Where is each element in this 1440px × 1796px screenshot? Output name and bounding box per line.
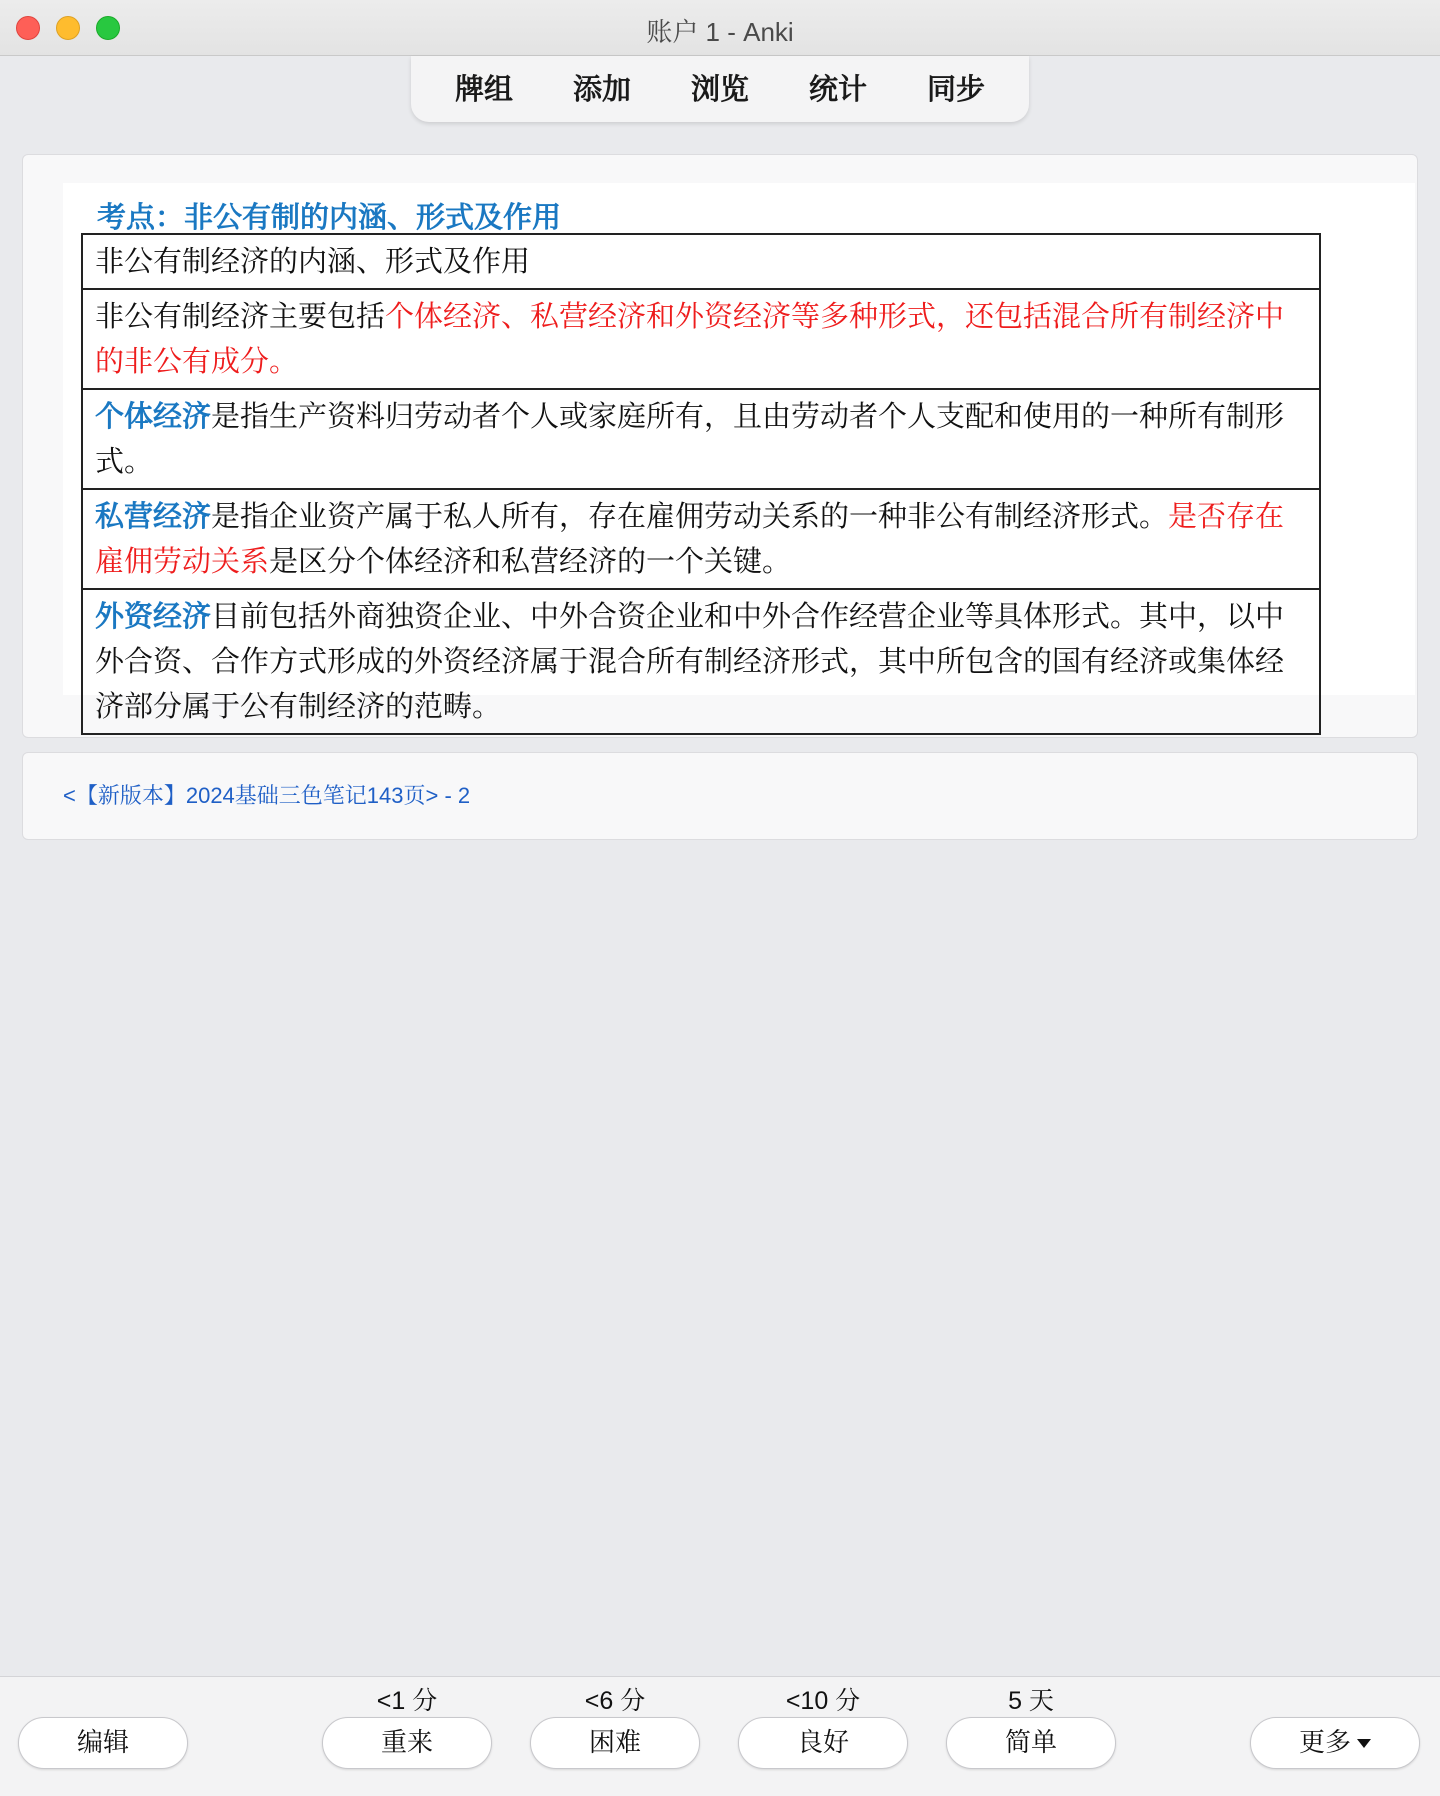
card-table-row xyxy=(82,489,1320,589)
body-text: 是区分个体经济和私营经济的一个关键。 xyxy=(269,544,792,578)
reference-panel xyxy=(22,752,1418,840)
card-table-row xyxy=(82,589,1320,734)
card-image xyxy=(63,183,1415,723)
card-table-cell xyxy=(82,389,1320,489)
easy-button[interactable]: 简单 xyxy=(946,1717,1116,1769)
body-text: 非公有制经济的内涵、形式及作用 xyxy=(95,244,531,278)
easy-interval: 5 天 xyxy=(1008,1687,1054,1715)
source-reference[interactable]: <【新版本】2024基础三色笔记143页> - 2 xyxy=(63,783,471,808)
again-interval: <1 分 xyxy=(376,1687,438,1715)
card-table-cell xyxy=(82,589,1320,734)
card-table xyxy=(81,233,1321,735)
body-text: 非公有制经济主要包括 xyxy=(95,299,386,333)
card-heading: 考点：非公有制的内涵、形式及作用 xyxy=(97,200,562,234)
good-interval: <10 分 xyxy=(785,1687,861,1715)
body-text: 目前包括外商独资企业、中外合资企业和中外合作经营企业等具体形式。其中，以中外合资、合作方式形成的外资经济属于混合所有制经济形式，其中所包含的国有经济或集体经济部分属于公有制经济的范畴。 xyxy=(95,599,1285,723)
body-text: 是指企业资产属于私人所有，存在雇佣劳动关系的一种非公有制经济形式。 xyxy=(211,499,1169,533)
main-toolbar xyxy=(411,56,1029,122)
card-panel xyxy=(22,154,1418,738)
card-table-row xyxy=(82,289,1320,389)
card-table-cell xyxy=(82,489,1320,589)
card-table-cell xyxy=(82,234,1320,289)
term-text: 个体经济 xyxy=(95,399,212,433)
body-text: 是指生产资料归劳动者个人或家庭所有，且由劳动者个人支配和使用的一种所有制形式。 xyxy=(95,399,1285,478)
toolbar-stats[interactable]: 统计 xyxy=(809,72,868,106)
card-table-cell xyxy=(82,289,1320,389)
highlight-text: 是否存在雇佣劳动关系 xyxy=(95,499,1285,578)
edit-button[interactable]: 编辑 xyxy=(18,1717,188,1769)
more-button[interactable] xyxy=(1250,1717,1420,1769)
good-button[interactable]: 良好 xyxy=(738,1717,908,1769)
highlight-text: 个体经济、私营经济和外资经济等多种形式，还包括混合所有制经济中的非公有成分。 xyxy=(95,299,1285,378)
toolbar-add[interactable]: 添加 xyxy=(572,72,631,106)
term-text: 私营经济 xyxy=(95,499,212,533)
term-text: 外资经济 xyxy=(95,599,212,633)
card-table-row xyxy=(82,389,1320,489)
toolbar-sync[interactable]: 同步 xyxy=(927,72,986,106)
again-button[interactable]: 重来 xyxy=(322,1717,492,1769)
hard-interval: <6 分 xyxy=(584,1687,646,1715)
title-bar xyxy=(0,0,1440,56)
hard-button[interactable]: 困难 xyxy=(530,1717,700,1769)
chevron-down-icon xyxy=(1357,1739,1371,1748)
toolbar-browse[interactable]: 浏览 xyxy=(690,72,749,106)
more-label: 更多 xyxy=(1298,1728,1351,1758)
answer-bar xyxy=(0,1676,1440,1796)
toolbar-decks[interactable]: 牌组 xyxy=(454,72,513,106)
window-title: 账户 1 - Anki xyxy=(646,17,794,47)
card-table-row xyxy=(82,234,1320,289)
